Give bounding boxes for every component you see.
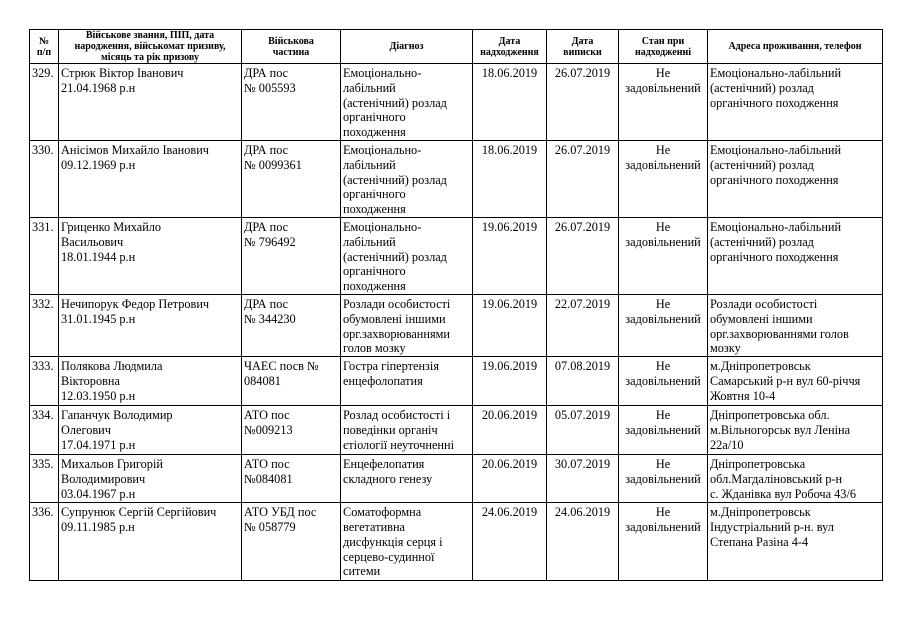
row-number: 334.: [30, 406, 59, 455]
state-line-1: Не: [655, 457, 671, 472]
row-number: 336.: [30, 503, 59, 581]
address: Емоціонально-лабільний (астенічний) розлад органічного походження: [708, 217, 883, 294]
admission-state: [619, 455, 708, 503]
military-unit: АТО пос №009213: [242, 406, 341, 455]
header-address: Адреса проживання, телефон: [708, 30, 883, 64]
admission-state: [619, 503, 708, 581]
state-line-2: задовільнений: [625, 80, 701, 95]
admission-state: [619, 357, 708, 406]
discharge-date: 24.06.2019: [547, 503, 619, 581]
header-name: Військове звання, ПІП, дата народження, військомат призиву, місяць та рік призову: [59, 30, 242, 64]
state-line-1: Не: [655, 505, 671, 520]
table-row: [30, 503, 883, 581]
table-row: [30, 455, 883, 503]
address: м.Дніпропетровськ Індустріальний р-н. вул Степана Разіна 4-4: [708, 503, 883, 581]
patient-name: Анісімов Михайло Іванович 09.12.1969 р.н: [59, 140, 242, 217]
header-diagnosis: Діагноз: [341, 30, 473, 64]
discharge-date: 26.07.2019: [547, 64, 619, 141]
admission-date: 19.06.2019: [473, 357, 547, 406]
patient-name: Гриценко Михайло Васильович 18.01.1944 р.н: [59, 217, 242, 294]
patient-name: Михальов Григорій Володимирович 03.04.1967 р.н: [59, 455, 242, 503]
admission-date: 24.06.2019: [473, 503, 547, 581]
state-line-2: задовільнений: [625, 373, 701, 388]
diagnosis: Гостра гіпертензія енцефолопатия: [341, 357, 473, 406]
military-unit: ДРА пос № 344230: [242, 294, 341, 356]
discharge-date: 26.07.2019: [547, 217, 619, 294]
admission-state: [619, 406, 708, 455]
discharge-date: 26.07.2019: [547, 140, 619, 217]
admission-date: 20.06.2019: [473, 455, 547, 503]
header-admission-date: Дата надходження: [473, 30, 547, 64]
header-state: Стан при надходженні: [619, 30, 708, 64]
military-unit: ДРА пос № 796492: [242, 217, 341, 294]
state-line-1: Не: [655, 296, 671, 311]
diagnosis: Розлад особистості і поведінки органіч єтіології неуточненні: [341, 406, 473, 455]
admission-state: [619, 217, 708, 294]
header-discharge-date: Дата виписки: [547, 30, 619, 64]
patient-name: Нечипорук Федор Петрович 31.01.1945 р.н: [59, 294, 242, 356]
diagnosis: Емоціонально- лабільний (астенічний) розлад органічного походження: [341, 140, 473, 217]
diagnosis: Емоціонально- лабільний (астенічний) розлад органічного походження: [341, 64, 473, 141]
state-line-2: задовільнений: [625, 519, 701, 534]
discharge-date: 22.07.2019: [547, 294, 619, 356]
military-unit: ДРА пос № 0099361: [242, 140, 341, 217]
patients-table: [29, 29, 883, 581]
admission-date: 19.06.2019: [473, 294, 547, 356]
state-line-1: Не: [655, 219, 671, 234]
address: Дніпропетровська обл.Магдаліновський р-н с. Жданівка вул Робоча 43/6: [708, 455, 883, 503]
address: Розлади особистості обумовлені іншими орг.захворюваннями голов мозку: [708, 294, 883, 356]
table-row: [30, 217, 883, 294]
address: Емоціонально-лабільний (астенічний) розлад органічного походження: [708, 140, 883, 217]
state-line-2: задовільнений: [625, 471, 701, 486]
admission-state: [619, 64, 708, 141]
state-line-1: Не: [655, 142, 671, 157]
admission-date: 18.06.2019: [473, 140, 547, 217]
table-row: [30, 64, 883, 141]
admission-date: 18.06.2019: [473, 64, 547, 141]
diagnosis: Соматоформна вегетативна дисфункція серця і серцево-судинної ситеми: [341, 503, 473, 581]
patient-name: Стрюк Віктор Іванович 21.04.1968 р.н: [59, 64, 242, 141]
patient-name: Полякова Людмила Вікторовна 12.03.1950 р.н: [59, 357, 242, 406]
state-line-1: Не: [655, 359, 671, 374]
admission-state: [619, 140, 708, 217]
table-row: [30, 140, 883, 217]
row-number: 335.: [30, 455, 59, 503]
state-line-1: Не: [655, 66, 671, 80]
table-row: [30, 406, 883, 455]
diagnosis: Енцефелопатия складного генезу: [341, 455, 473, 503]
table-row: [30, 294, 883, 356]
diagnosis: Розлади особистості обумовлені іншими орг.захворюваннями голов мозку: [341, 294, 473, 356]
state-line-2: задовільнений: [625, 157, 701, 172]
discharge-date: 07.08.2019: [547, 357, 619, 406]
state-line-2: задовільнений: [625, 234, 701, 249]
military-unit: АТО УБД пос № 058779: [242, 503, 341, 581]
header-unit: Військова частина: [242, 30, 341, 64]
diagnosis: Емоціонально- лабільний (астенічний) розлад органічного походження: [341, 217, 473, 294]
address: м.Дніпропетровськ Самарський р-н вул 60-річчя Жовтня 10-4: [708, 357, 883, 406]
admission-state: [619, 294, 708, 356]
discharge-date: 30.07.2019: [547, 455, 619, 503]
address: Дніпропетровська обл. м.Вільногорськ вул Леніна 22а/10: [708, 406, 883, 455]
row-number: 332.: [30, 294, 59, 356]
table-header-row: [30, 30, 883, 64]
header-num: № п/п: [30, 30, 59, 64]
patient-name: Гапанчук Володимир Олегович 17.04.1971 р.н: [59, 406, 242, 455]
state-line-2: задовільнений: [625, 311, 701, 326]
patient-name: Супрунюк Сергій Сергійович 09.11.1985 р.н: [59, 503, 242, 581]
table-row: [30, 357, 883, 406]
military-unit: АТО пос №084081: [242, 455, 341, 503]
state-line-1: Не: [655, 408, 671, 423]
address: Емоціонально-лабільний (астенічний) розлад органічного походження: [708, 64, 883, 141]
state-line-2: задовільнений: [625, 422, 701, 437]
row-number: 333.: [30, 357, 59, 406]
row-number: 330.: [30, 140, 59, 217]
row-number: 329.: [30, 64, 59, 141]
military-unit: ДРА пос № 005593: [242, 64, 341, 141]
discharge-date: 05.07.2019: [547, 406, 619, 455]
row-number: 331.: [30, 217, 59, 294]
military-unit: ЧАЕС посв № 084081: [242, 357, 341, 406]
admission-date: 20.06.2019: [473, 406, 547, 455]
admission-date: 19.06.2019: [473, 217, 547, 294]
